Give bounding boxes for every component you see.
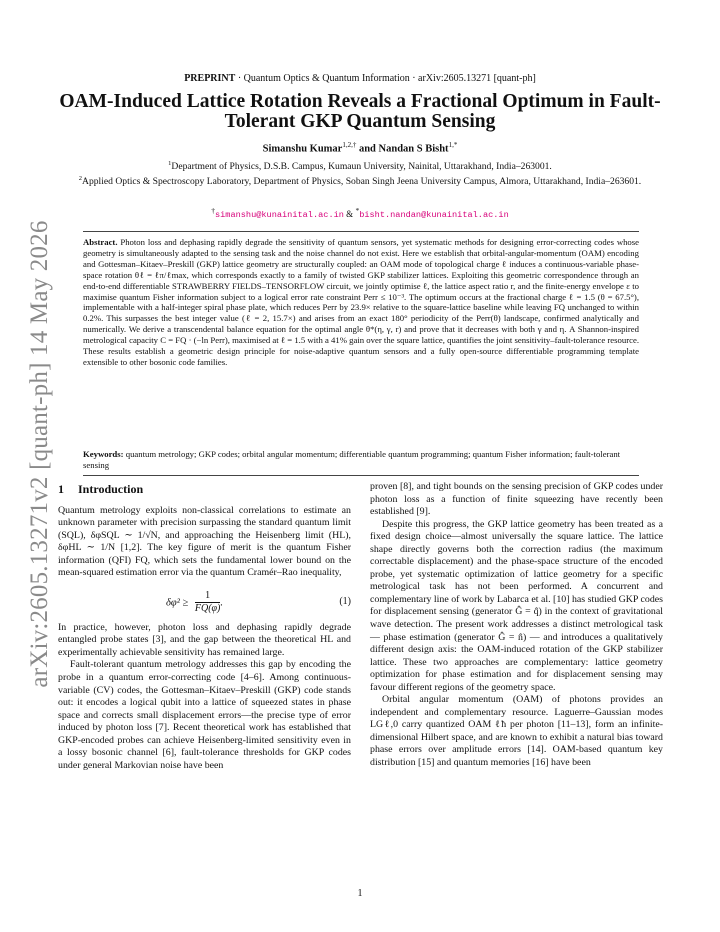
abstract-bottom-rule [83,475,639,476]
equation-fraction [194,589,224,616]
author-2: Nandan S Bisht [378,143,449,155]
intro-paragraph-5: Despite this progress, the GKP lattice geometry has been treated as a fixed design choice—almost universally the square lattice. The lattice shape directly governs both the correction radius (the maximum correctable displacement) and the phase-space structure of the encoded probe, yet systematic optimization of lattice geometry for a specific metrological task has not been performed. A concurrent and complementary line of work by Labarca et al. [10] has studied GKP codes for displacement sensing (generator Ĝ = q̂) in the context of gravitational wave detection. The present work addresses a distinct metrological task — phase estimation (generator Ĝ = n̂) — and introduces a qualitatively different design axis: the OAM-induced rotation of the GKP stabilizer lattice. These two approaches are complementary: lattice geometry optimization for phase estimation and for displacement sensing may favour different regions of the geometry space. [370,518,663,693]
section-heading [58,483,351,496]
intro-paragraph-6: Orbital angular momentum (OAM) of photons provides an independent and complementary resource. Laguerre–Gaussian modes LGℓ,0 carry quantized OAM ℓħ per photon [11–13], form an infinite-dimensional Hilbert space, and are known to exhibit a natural bias toward phase errors over amplitude errors [14]. OAM-based quantum key distribution [15] and quantum memories [16] have been [370,694,663,769]
email-1-mark: † [211,206,215,215]
affiliation-2-text: Applied Optics & Spectroscopy Laboratory, Department of Physics, Soban Singh Jeena University Campus, Almora, Uttarakhand, India–263601. [82,176,642,188]
affiliation-1 [75,158,645,173]
arxiv-watermark-text: arXiv:2605.13271v2 [quant-ph] 14 May 2026 [26,220,53,688]
right-column [370,481,663,770]
author-line [60,141,660,155]
equation-number: (1) [339,595,351,607]
author-and: and [358,143,376,155]
intro-paragraph-2: In practice, however, photon loss and dephasing rapidly degrade entangled probe states [3], and the gap between the theoretical HL and experimentally achievable sensitivity has remained large. [58,621,351,658]
abstract [83,237,639,368]
header-journal: · Quantum Optics & Quantum Information · arXiv:2605.13271 [quant-ph] [235,73,536,84]
intro-paragraph-4: proven [8], and tight bounds on the sensing precision of GKP codes under photon loss as a function of finite squeezing have recently been established [9]. [370,481,663,518]
email-2-mark: * [355,206,360,215]
equation-lhs: δφ² ≥ [166,597,189,609]
affiliations [75,158,645,188]
keywords-label: Keywords: [83,449,124,459]
abstract-text: Photon loss and dephasing rapidly degrade the sensitivity of quantum sensors, yet systematic methods for designing error-correcting codes whose geometry is simultaneously adapted to the sensing task and the noise channel do not exist. Here we establish that orbital-angular-momentum (OAM) encoding and Gottesman–Kitaev–Preskill (GKP) lattice geometry are structurally coupled: an OAM mode of topological charge ℓ induces a continuous-variable phase-space rotation θℓ = ℓπ/ℓmax, which corresponds exactly to a family of twisted GKP stabilizer lattices. Exploiting this geometric correspondence through an end-to-end differentiable STRAWBERRY FIELDS–TENSORFLOW circuit, we jointly optimise ℓ, the lattice aspect ratio r, and the finite-energy envelope ε to maximise quantum Fisher information subject to a logical error rate constraint Perr ≤ 10⁻³. The optimum occurs at the fractional charge ℓ = 1.5 (θ = 67.5°), implementable with a half-integer spiral phase plate, which reduces Perr by 23.9× relative to the square-lattice baseline while leaving FQ unchanged to within 0.2%. This surpasses the best integer value (ℓ = 2, 15.7×) and arises from an exact 180° periodicity of the Perr(θ) landscape, confirmed analytically and numerically. We derive a transcendental balance equation for the optimal angle θ*(η, γ, r) and prove that it decreases with both γ and η. A Shannon-inspired metrological capacity C = FQ · (−ln Perr), maximised at ℓ = 1.5 with a 41% gain over the square lattice, quantifies the joint sensitivity–fault-tolerance resource. These results establish a geometric design principle for noise-adaptive quantum sensors and a fully open-source differentiable programming template extensible to other bosonic code families. [83,237,640,367]
affiliation-1-mark: 1 [168,160,172,167]
intro-paragraph-3: Fault-tolerant quantum metrology addresses this gap by encoding the probe in a quantum error-correcting code [4–6]. Among continuous-variable (CV) codes, the Gottesman–Kitaev–Preskill (GKP) code stands out: it encodes a logical qubit into a lattice of squeezed states in phase space and corrects small displacement errors—the precise type of error induced by photon loss [7]. Recent theoretical work has established that GKP-encoded probes can achieve Heisenberg-limited sensitivity even in a lossy bosonic channel [6], fault-tolerance thresholds for GKP codes under general Markovian noise have been [58,659,351,771]
page-number: 1 [357,888,363,899]
intro-paragraph-1: Quantum metrology exploits non-classical correlations to estimate an unknown parameter with precision surpassing the standard quantum limit (SQL), δφSQL ∼ 1/√N, and approaching the Heisenberg limit (HL), δφHL ∼ 1/N [1,2]. The key figure of merit is the quantum Fisher information (QFI) FQ, which sets the fundamental lower bound on the mean-squared estimation error via the quantum Cramér–Rao inequality, [58,504,351,579]
email-2-link[interactable]: bisht.nandan@kunainital.ac.in [359,210,509,220]
preprint-label: PREPRINT [184,73,236,84]
email-line [60,206,660,220]
section-title: Introduction [78,482,144,496]
paper-title: OAM-Induced Lattice Rotation Reveals a Fractional Optimum in Fault-Tolerant GKP Quantum Sensing [59,91,661,132]
equation-1 [58,584,351,618]
equation-numerator: 1 [195,590,221,604]
affiliation-2-mark: 2 [78,175,83,183]
affiliation-2 [75,173,645,188]
section-number: 1 [58,482,64,496]
author-1: Simanshu Kumar [262,143,343,155]
abstract-label: Abstract. [83,237,118,247]
affiliation-1-text: Department of Physics, D.S.B. Campus, Kumaun University, Nainital, Uttarakhand, India–263001. [171,161,552,173]
keywords-text: quantum metrology; GKP codes; orbital angular momentum; differentiable quantum programming; quantum Fisher information; fault-tolerant sensing [83,449,621,470]
left-column [58,483,351,772]
arxiv-watermark [18,220,62,688]
abstract-top-rule [83,231,639,232]
keywords [83,449,639,471]
email-1-link[interactable]: simanshu@kunainital.ac.in [214,210,344,220]
preprint-header [60,73,660,84]
equation-body [166,590,223,616]
email-separator: & [343,209,356,219]
author-2-affil: 1,* [448,141,458,149]
equation-denominator: FQ(φ) [194,603,221,615]
author-1-affil: 1,2,† [342,141,357,149]
equation-tail: . [220,597,224,609]
